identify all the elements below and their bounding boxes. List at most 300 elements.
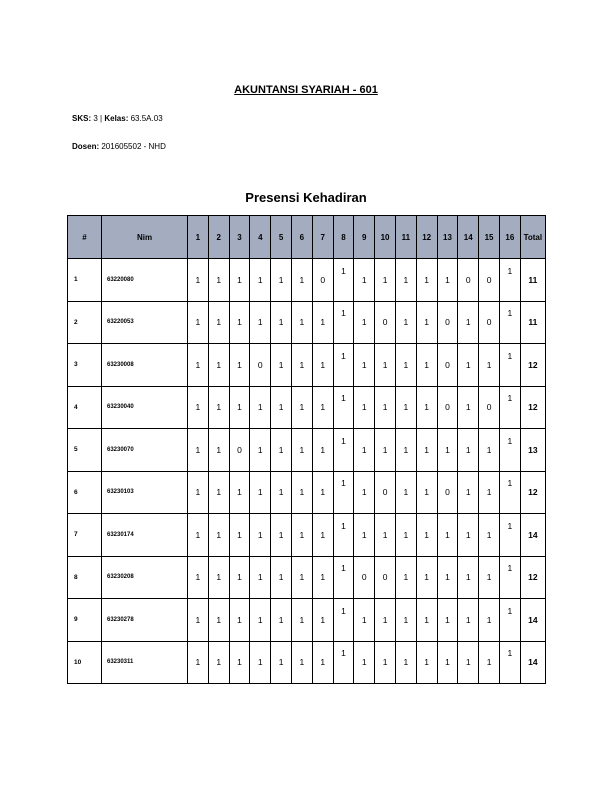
attendance-cell [479,599,500,642]
attendance-cell [188,599,209,642]
attendance-cell [312,429,333,472]
row-number: 2 [68,301,102,344]
attendance-cell [188,386,209,429]
attendance-cell [479,641,500,684]
attendance-cell [333,259,354,302]
attendance-value: 1 [195,274,201,285]
attendance-value: 1 [278,359,284,370]
attendance-cell [375,386,396,429]
attendance-value: 1 [507,393,513,404]
attendance-value: 1 [465,359,471,370]
attendance-value: 1 [486,359,492,370]
attendance-value: 1 [382,614,388,625]
column-header: 1 [188,216,209,259]
attendance-value: 1 [216,317,222,328]
attendance-cell [416,259,437,302]
student-nim: 63230008 [102,344,188,387]
attendance-cell [312,556,333,599]
attendance-value: 1 [299,487,305,498]
row-number: 7 [68,514,102,557]
attendance-value: 1 [486,529,492,540]
attendance-cell [291,301,312,344]
row-number: 4 [68,386,102,429]
lecturer-line [72,142,166,151]
attendance-cell [291,471,312,514]
attendance-value: 1 [320,572,326,583]
attendance-cell [499,471,520,514]
attendance-value: 1 [424,657,430,668]
attendance-value: 1 [299,614,305,625]
attendance-cell [250,471,271,514]
attendance-cell [375,641,396,684]
attendance-cell [208,429,229,472]
sks-label: SKS: [72,114,92,123]
attendance-total: 11 [520,259,545,302]
attendance-value: 1 [361,657,367,668]
attendance-total: 13 [520,429,545,472]
attendance-cell [458,471,479,514]
attendance-value: 1 [195,402,201,413]
attendance-value: 1 [403,614,409,625]
attendance-value: 1 [341,393,346,404]
attendance-cell [354,641,375,684]
attendance-cell [208,514,229,557]
attendance-value: 1 [382,529,388,540]
attendance-value: 1 [507,265,513,276]
attendance-total: 14 [520,641,545,684]
attendance-value: 1 [195,444,201,455]
attendance-cell [333,429,354,472]
attendance-value: 1 [278,572,284,583]
attendance-cell [437,301,458,344]
attendance-cell [188,556,209,599]
student-nim: 63230103 [102,471,188,514]
attendance-value: 1 [361,529,367,540]
attendance-value: 1 [486,487,492,498]
attendance-value: 1 [237,572,242,583]
attendance-cell [271,429,292,472]
attendance-value: 1 [465,614,471,625]
attendance-cell [312,259,333,302]
attendance-cell [499,429,520,472]
attendance-value: 1 [216,444,222,455]
attendance-value: 1 [257,274,263,285]
attendance-value: 1 [361,402,367,413]
attendance-value: 1 [486,572,492,583]
sks-value: 3 [93,114,98,123]
attendance-value: 1 [424,487,430,498]
column-header: 5 [271,216,292,259]
attendance-value: 1 [278,444,284,455]
attendance-cell [479,344,500,387]
attendance-cell [229,344,250,387]
attendance-value: 1 [507,350,513,361]
attendance-value: 1 [278,402,284,413]
attendance-value: 0 [445,402,450,413]
attendance-value: 1 [507,520,513,531]
column-header: 6 [291,216,312,259]
table-row [68,514,546,557]
attendance-value: 1 [299,444,305,455]
attendance-total: 14 [520,599,545,642]
attendance-cell [499,641,520,684]
attendance-cell [499,514,520,557]
attendance-value: 1 [216,487,222,498]
attendance-cell [250,301,271,344]
attendance-cell [271,599,292,642]
attendance-value: 1 [257,572,263,583]
attendance-value: 1 [216,402,222,413]
attendance-cell [416,641,437,684]
attendance-cell [291,641,312,684]
attendance-cell [291,429,312,472]
attendance-value: 1 [424,359,430,370]
attendance-cell [271,556,292,599]
attendance-value: 1 [361,359,367,370]
attendance-value: 1 [361,614,367,625]
attendance-total: 11 [520,301,545,344]
column-header: 12 [416,216,437,259]
attendance-value: 1 [320,359,326,370]
attendance-value: 0 [445,317,450,328]
attendance-cell [208,344,229,387]
attendance-value: 1 [445,274,450,285]
column-header: 8 [333,216,354,259]
attendance-cell [395,259,416,302]
attendance-cell [437,514,458,557]
attendance-value: 1 [382,444,388,455]
attendance-value: 1 [195,614,201,625]
attendance-value: 1 [486,444,492,455]
attendance-cell [312,641,333,684]
attendance-cell [437,259,458,302]
attendance-value: 1 [278,529,284,540]
row-number: 6 [68,471,102,514]
attendance-cell [437,471,458,514]
attendance-cell [458,344,479,387]
table-title: Presensi Kehadiran [245,190,367,205]
attendance-cell [291,259,312,302]
attendance-cell [229,259,250,302]
attendance-cell [271,386,292,429]
attendance-cell [333,386,354,429]
attendance-cell [395,514,416,557]
attendance-cell [395,344,416,387]
attendance-cell [416,514,437,557]
attendance-value: 1 [465,317,471,328]
attendance-value: 1 [341,605,346,616]
attendance-value: 1 [403,444,409,455]
attendance-cell [499,556,520,599]
attendance-value: 1 [424,402,430,413]
column-header: 2 [208,216,229,259]
table-row [68,556,546,599]
attendance-value: 1 [445,444,450,455]
attendance-cell [208,556,229,599]
attendance-cell [312,344,333,387]
document-title: AKUNTANSI SYARIAH - 601 [234,84,378,96]
meta-separator: | [100,114,103,123]
attendance-value: 0 [382,487,388,498]
column-header: 4 [250,216,271,259]
attendance-cell [416,301,437,344]
attendance-value: 1 [257,529,263,540]
column-header: 9 [354,216,375,259]
attendance-value: 1 [278,317,284,328]
attendance-cell [437,599,458,642]
attendance-cell [188,641,209,684]
attendance-cell [208,259,229,302]
attendance-cell [229,471,250,514]
attendance-cell [458,641,479,684]
attendance-value: 1 [403,529,409,540]
table-row [68,344,546,387]
attendance-value: 1 [299,359,305,370]
student-nim: 63230174 [102,514,188,557]
attendance-value: 1 [299,317,305,328]
attendance-value: 1 [507,308,513,319]
attendance-value: 1 [278,614,284,625]
attendance-value: 1 [237,359,242,370]
table-row [68,386,546,429]
attendance-value: 1 [216,274,222,285]
attendance-cell [458,386,479,429]
table-row [68,259,546,302]
attendance-cell [271,641,292,684]
attendance-cell [333,514,354,557]
attendance-cell [208,386,229,429]
attendance-cell [291,386,312,429]
attendance-cell [437,386,458,429]
attendance-value: 1 [320,529,326,540]
attendance-total: 12 [520,471,545,514]
attendance-value: 1 [320,657,326,668]
table-row [68,599,546,642]
attendance-cell [354,514,375,557]
attendance-value: 1 [382,274,388,285]
attendance-cell [499,386,520,429]
attendance-value: 1 [403,359,409,370]
student-nim: 63230040 [102,386,188,429]
attendance-value: 1 [403,317,409,328]
attendance-value: 1 [195,572,201,583]
student-nim: 63230070 [102,429,188,472]
attendance-value: 1 [237,657,242,668]
attendance-value: 1 [320,402,326,413]
attendance-value: 1 [320,487,326,498]
attendance-cell [271,471,292,514]
table-header-row [68,216,546,259]
attendance-value: 0 [486,402,492,413]
attendance-value: 1 [341,563,346,574]
column-header: 10 [375,216,396,259]
table-row [68,641,546,684]
attendance-value: 1 [465,529,471,540]
attendance-value: 0 [445,487,450,498]
attendance-cell [458,599,479,642]
attendance-value: 0 [486,317,492,328]
attendance-value: 1 [445,529,450,540]
attendance-value: 1 [403,402,409,413]
column-header: 13 [437,216,458,259]
column-header: 11 [395,216,416,259]
attendance-cell [479,301,500,344]
column-header: 14 [458,216,479,259]
row-number: 8 [68,556,102,599]
attendance-cell [375,344,396,387]
attendance-value: 1 [361,487,367,498]
attendance-cell [479,514,500,557]
attendance-value: 0 [361,572,367,583]
attendance-value: 1 [403,487,409,498]
attendance-value: 1 [216,529,222,540]
attendance-cell [250,514,271,557]
student-nim: 63230278 [102,599,188,642]
attendance-cell [354,259,375,302]
attendance-cell [395,599,416,642]
attendance-cell [416,429,437,472]
attendance-cell [458,259,479,302]
attendance-value: 1 [424,572,430,583]
attendance-value: 0 [382,317,388,328]
attendance-value: 1 [341,648,346,659]
attendance-cell [333,471,354,514]
attendance-value: 1 [486,657,492,668]
attendance-cell [375,429,396,472]
attendance-value: 1 [361,274,367,285]
course-meta-line [72,114,163,123]
attendance-cell [188,301,209,344]
table-row [68,429,546,472]
attendance-cell [416,386,437,429]
attendance-cell [229,301,250,344]
attendance-value: 1 [424,614,430,625]
attendance-cell [437,429,458,472]
attendance-cell [395,556,416,599]
column-header: 16 [499,216,520,259]
attendance-cell [291,599,312,642]
attendance-value: 1 [424,317,430,328]
attendance-cell [208,641,229,684]
attendance-value: 1 [382,402,388,413]
attendance-cell [229,556,250,599]
attendance-value: 1 [257,614,263,625]
attendance-cell [479,429,500,472]
attendance-cell [458,556,479,599]
attendance-value: 1 [237,529,242,540]
attendance-cell [395,386,416,429]
attendance-cell [437,344,458,387]
attendance-cell [437,556,458,599]
attendance-value: 1 [445,572,450,583]
attendance-value: 0 [257,359,263,370]
attendance-cell [354,556,375,599]
attendance-cell [333,344,354,387]
attendance-cell [250,599,271,642]
attendance-cell [271,259,292,302]
attendance-value: 0 [237,444,242,455]
attendance-value: 1 [507,435,513,446]
attendance-value: 1 [195,657,201,668]
attendance-cell [250,556,271,599]
attendance-value: 1 [465,444,471,455]
attendance-value: 1 [195,359,201,370]
column-header: 3 [229,216,250,259]
attendance-value: 0 [320,274,326,285]
attendance-cell [354,301,375,344]
attendance-cell [354,599,375,642]
attendance-cell [416,471,437,514]
attendance-cell [208,599,229,642]
attendance-cell [375,556,396,599]
row-number: 3 [68,344,102,387]
attendance-value: 1 [195,317,201,328]
attendance-value: 1 [278,657,284,668]
attendance-value: 1 [216,657,222,668]
attendance-cell [458,301,479,344]
attendance-cell [229,641,250,684]
attendance-value: 1 [424,529,430,540]
attendance-cell [499,259,520,302]
attendance-value: 0 [382,572,388,583]
attendance-value: 1 [361,317,367,328]
attendance-value: 1 [237,402,242,413]
attendance-total: 12 [520,386,545,429]
column-header: Nim [102,216,188,259]
attendance-value: 1 [237,274,242,285]
attendance-cell [250,344,271,387]
attendance-cell [395,429,416,472]
attendance-value: 1 [216,572,222,583]
attendance-cell [375,514,396,557]
attendance-cell [375,471,396,514]
attendance-cell [271,514,292,557]
dosen-value: 201605502 - NHD [101,142,166,151]
attendance-value: 1 [465,402,471,413]
attendance-cell [229,429,250,472]
attendance-value: 1 [424,274,430,285]
attendance-value: 1 [237,487,242,498]
student-nim: 63220080 [102,259,188,302]
attendance-value: 0 [486,274,492,285]
attendance-cell [208,301,229,344]
column-header: 15 [479,216,500,259]
table-row [68,301,546,344]
attendance-cell [312,599,333,642]
column-header: Total [520,216,545,259]
attendance-value: 1 [341,265,346,276]
column-header: # [68,216,102,259]
attendance-cell [416,344,437,387]
attendance-value: 1 [486,614,492,625]
attendance-cell [375,301,396,344]
attendance-cell [499,599,520,642]
attendance-value: 1 [403,274,409,285]
attendance-cell [479,471,500,514]
row-number: 10 [68,641,102,684]
student-nim: 63220053 [102,301,188,344]
attendance-value: 1 [445,614,450,625]
attendance-cell [208,471,229,514]
attendance-cell [479,386,500,429]
attendance-cell [229,599,250,642]
attendance-value: 1 [320,317,326,328]
attendance-value: 1 [320,444,326,455]
attendance-value: 1 [257,487,263,498]
attendance-cell [188,429,209,472]
kelas-value: 63.5A.03 [130,114,163,123]
attendance-value: 1 [237,317,242,328]
